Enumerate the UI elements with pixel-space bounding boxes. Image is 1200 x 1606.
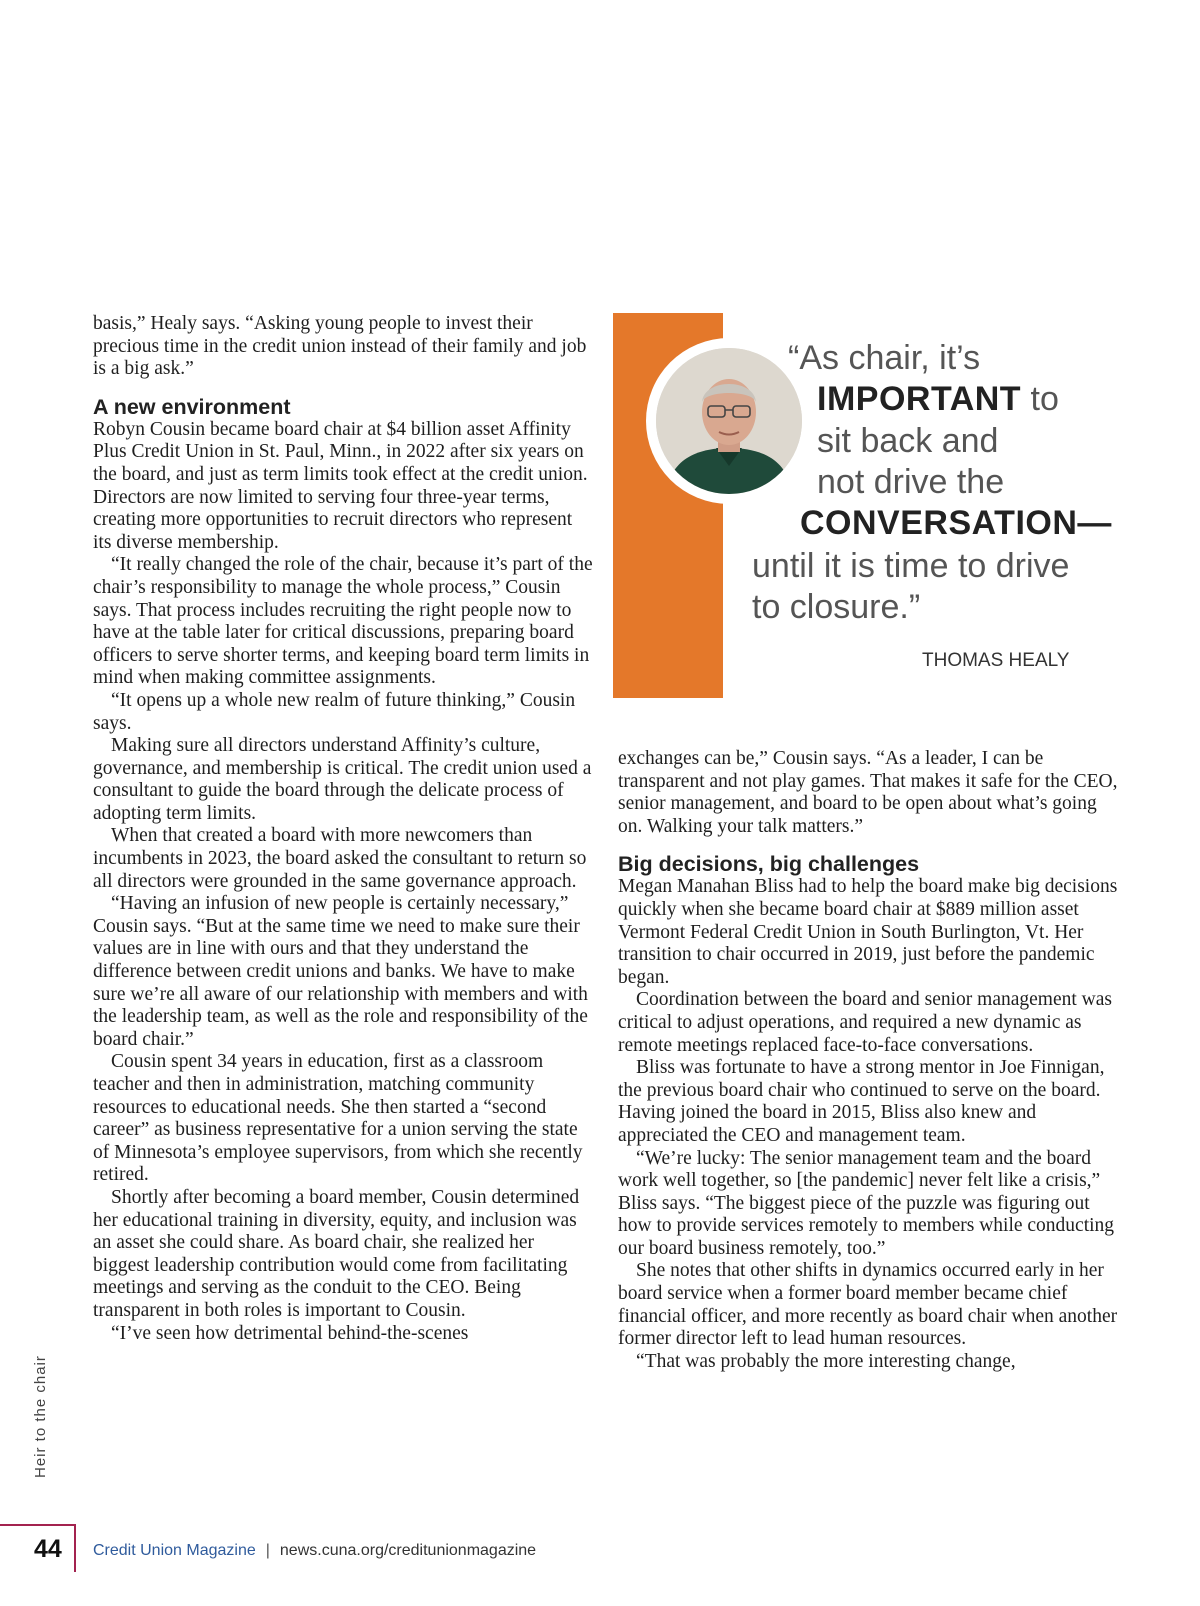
paragraph: “It opens up a whole new realm of future thinking,” Cousin says. bbox=[93, 689, 576, 734]
pull-quote-emphasis: CONVERSATION— bbox=[800, 504, 1112, 542]
section-tab-label: Heir to the chair bbox=[32, 1355, 49, 1478]
page-number: 44 bbox=[34, 1535, 62, 1563]
publication-url: news.cuna.org/creditunionmagazine bbox=[279, 1542, 537, 1559]
portrait-illustration bbox=[656, 348, 802, 494]
paragraph: “Having an infusion of new people is certainly necessary,” Cousin says. “But at the same time we need to make sure their values are in line with ours and that they understand the difference between credit unions and banks. We have to make sure we’re all aware of our relationship with members and with the leadership team, as well as the role and responsibility of the board chair.” bbox=[93, 893, 588, 1050]
pull-quote-text: to bbox=[1021, 380, 1059, 418]
publication-name: Credit Union Magazine bbox=[93, 1542, 256, 1559]
paragraph: Megan Manahan Bliss had to help the board make big decisions quickly when she became board chair at $889 million asset Vermont Federal Credit Union in South Burlington, Vt. Her transition to chair occurred in 2019, just before the pandemic began. bbox=[618, 876, 1118, 988]
paragraph: exchanges can be,” Cousin says. “As a leader, I can be transparent and not play games. That makes it safe for the CEO, senior management, and board to be open about what’s going on. Walking your talk matters.” bbox=[618, 748, 1118, 837]
paragraph: “That was probably the more interesting change, bbox=[636, 1350, 1016, 1372]
paragraph: Cousin spent 34 years in education, first as a classroom teacher and then in administration, matching community resources to educational needs. She then started a “second career” as business representative for a union serving the state of Minnesota’s employee supervisors, from which she recently retired. bbox=[93, 1051, 583, 1186]
pull-quote-attribution: THOMAS HEALY bbox=[922, 650, 1070, 671]
paragraph: She notes that other shifts in dynamics occurred early in her board service when a former board member became chief financial officer, and more recently as board chair when another former director left to lead human resources. bbox=[618, 1260, 1118, 1350]
pull-quote-emphasis: IMPORTANT bbox=[817, 380, 1022, 418]
paragraph: basis,” Healy says. “Asking young people to invest their precious time in the credit union instead of their family and job is a big ask.” bbox=[93, 313, 587, 380]
pull-quote-line bbox=[817, 379, 1059, 419]
paragraph: “I’ve seen how detrimental behind-the-scenes bbox=[111, 1322, 469, 1344]
pull-quote-line: until it is time to drive bbox=[752, 547, 1070, 585]
paragraph: “We’re lucky: The senior management team and the board work well together, so [the pandemic] never felt like a crisis,” Bliss says. “The biggest piece of the puzzle was figuring out how to provide services remotely to members while conducting our board business remotely, too.” bbox=[618, 1147, 1115, 1259]
portrait-photo bbox=[656, 348, 802, 494]
pull-quote-line: “As chair, it’s bbox=[788, 339, 981, 377]
paragraph: Bliss was fortunate to have a strong mentor in Joe Finnigan, the previous board chair who continued to serve on the board. Having joined the board in 2015, Bliss also knew and appreciated the CEO and management team. bbox=[618, 1057, 1105, 1146]
pull-quote-line: not drive the bbox=[817, 463, 1005, 501]
pull-quote-line: to closure.” bbox=[752, 588, 921, 626]
paragraph: “It really changed the role of the chair, because it’s part of the chair’s responsibility to manage the whole process,” Cousin says. That process includes recruiting the right people now to have at the table later for critical discussions, preparing board officers to serve shorter terms, and keeping board term limits in mind when making committee assignments. bbox=[93, 554, 593, 689]
paragraph: Shortly after becoming a board member, Cousin determined her educational training in diversity, equity, and inclusion was an asset she could share. As board chair, she realized her biggest leadership contribution would come from facilitating meetings and serving as the conduit to the CEO. Being transparent in both roles is important to Cousin. bbox=[93, 1186, 580, 1321]
article-column-right bbox=[618, 748, 1123, 1373]
footer-separator: | bbox=[265, 1542, 270, 1559]
paragraph: Robyn Cousin became board chair at $4 billion asset Affinity Plus Credit Union in St. Paul, Minn., in 2022 after six years on the board, and just as term limits took effect at the credit union. Directors are now limited to serving four three-year terms, creating more opportunities to recruit directors who represent its diverse membership. bbox=[93, 418, 588, 553]
article-column-left bbox=[93, 313, 593, 1345]
paragraph: Coordination between the board and senior management was critical to adjust operations, and required a new dynamic as remote meetings replaced face-to-face conversations. bbox=[618, 989, 1112, 1056]
page-footer bbox=[93, 1542, 536, 1560]
section-heading: Big decisions, big challenges bbox=[618, 852, 920, 877]
pull-quote-line: sit back and bbox=[817, 422, 999, 460]
paragraph: Making sure all directors understand Affinity’s culture, governance, and membership is critical. The credit union used a consultant to guide the board through the delicate process of adopting term limits. bbox=[93, 735, 592, 824]
paragraph: When that created a board with more newcomers than incumbents in 2023, the board asked the consultant to return so all directors were grounded in the same governance approach. bbox=[93, 825, 587, 892]
section-heading: A new environment bbox=[93, 394, 291, 419]
